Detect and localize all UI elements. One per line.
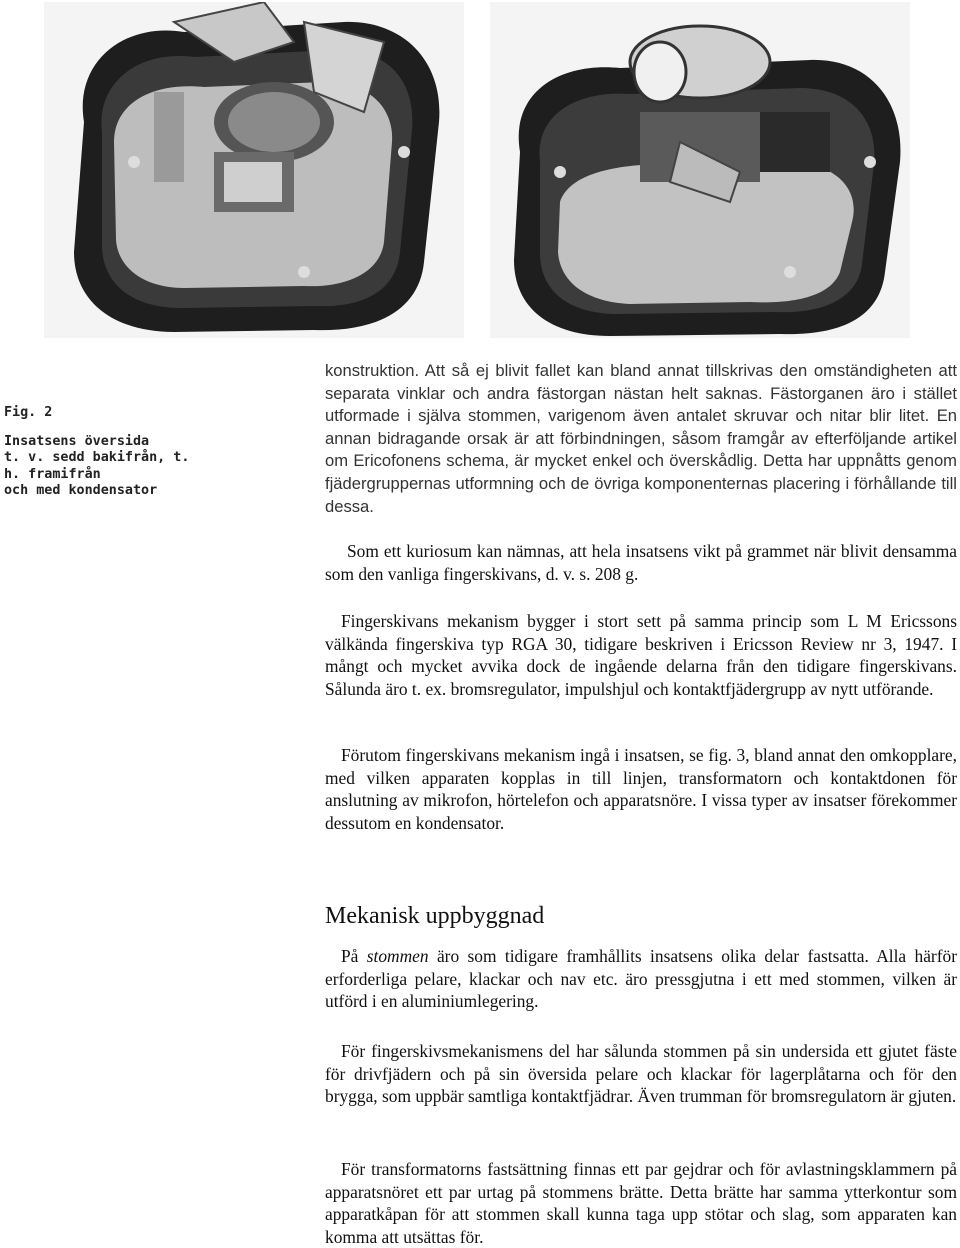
paragraph-7-text: För transformatorns fastsättning finnas ett par gejdrar och för avlastningsklammern på apparatsnöret ett par urtag på stommens brätte. Detta brätte har samma ytterkontur som apparatkåpan för att stommen skall kunna taga upp stötar och slag, som apparaten kan komma att utsättas för. [325, 1159, 957, 1247]
paragraph-7 [325, 1158, 957, 1248]
paragraph-5-emphasis: stommen [366, 946, 429, 966]
paragraph-3-text: Fingerskivans mekanism bygger i stort sett på samma princip som L M Ericssons välkända fingerskiva typ RGA 30, tidigare beskriven i Ericsson Review nr 3, 1947. I mångt och mycket avvika dock de ingående delarna från den tidigare fingerskivans. Sålunda äro t. ex. bromsregulator, impulshjul och kontaktfjädergrupp av nytt utförande. [325, 611, 957, 699]
paragraph-5-part-b: äro som tidigare framhållits insatsens olika delar fastsatta. Alla härför erforderliga pelare, klackar och nav etc. äro pressgjutna i ett med stommen, vilken är utförd i en aluminiumlegering. [325, 946, 957, 1012]
photo-rear-view [44, 2, 464, 338]
paragraph-5-part-a: På [341, 946, 367, 966]
caption-line-2: t. v. sedd bakifrån, t. h. framifrån [4, 450, 190, 482]
figure-photos [44, 0, 910, 344]
insert-rear-image [44, 2, 464, 338]
paragraph-1 [325, 360, 957, 518]
figure-caption [4, 405, 204, 500]
insert-front-image [490, 2, 910, 338]
figure-number: Fig. 2 [4, 405, 53, 420]
caption-line-3: och med kondensator [4, 483, 158, 498]
section-heading: Mekanisk uppbyggnad [325, 903, 545, 929]
paragraph-2 [325, 540, 957, 585]
paragraph-4-text: Förutom fingerskivans mekanism ingå i insatsen, se fig. 3, bland annat den omkopplare, med vilken apparaten kopplas in till linjen, transformatorn och kontaktdonen för anslutning av mikrofon, hörtelefon och apparatsnöre. I vissa typer av insatser förekommer dessutom en kondensator. [325, 745, 957, 833]
paragraph-4 [325, 744, 957, 834]
caption-line-1: Insatsens översida [4, 433, 150, 449]
paragraph-3 [325, 610, 957, 700]
paragraph-6 [325, 1040, 957, 1108]
photo-front-view [490, 2, 910, 338]
paragraph-2-text: Som ett kuriosum kan nämnas, att hela insatsens vikt på grammet när blivit densamma som den vanliga fingerskivans, d. v. s. 208 g. [325, 541, 957, 584]
paragraph-5 [325, 945, 957, 1013]
paragraph-1-part-b: En annan bidragande orsak är att förbindningen, såsom framgår av efterföljande artikel om Ericofonens schema, är mycket enkel och överskådlig. Detta har uppnåtts genom fjädergruppernas utformning och de övriga komponenternas placering i förhållande till dessa. [325, 406, 957, 516]
paragraph-1-part-a: konstruktion. Att så ej blivit fallet kan bland annat tillskrivas den omständigheten att separata vinklar och andra fästorgan nästan helt saknas. Fästorganen äro i stället utformade i själva stommen, varigenom även antalet skruvar och nitar blir litet. [325, 361, 957, 426]
paragraph-6-text: För fingerskivsmekanismens del har sålunda stommen på sin undersida ett gjutet fäste för drivfjädern och på sin översida pelare och klackar för lagerplåtarna och för den brygga, som uppbär samtliga kontaktfjädrar. Även trumman för bromsregulatorn är gjuten. [325, 1041, 957, 1107]
